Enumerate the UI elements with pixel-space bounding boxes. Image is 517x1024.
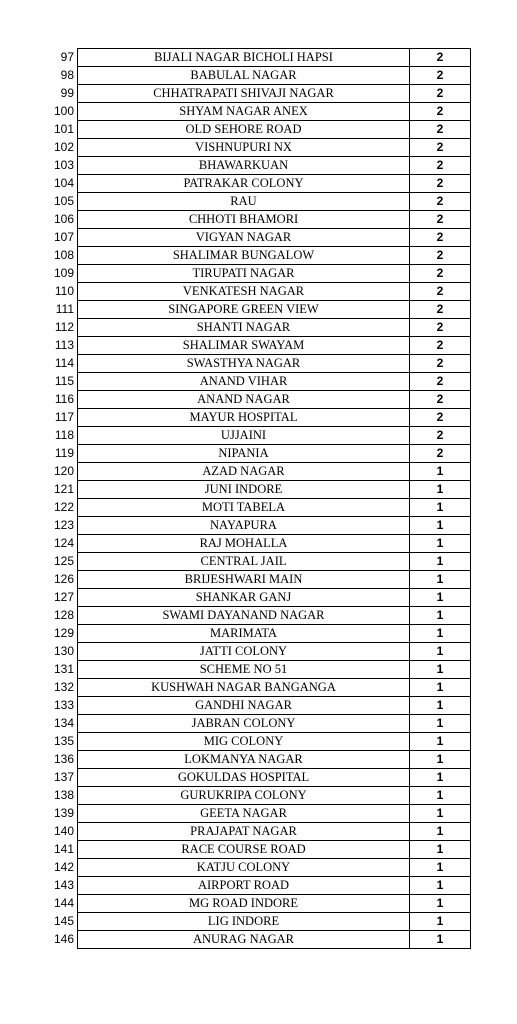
row-number: 146 (53, 932, 74, 946)
count-value: 2 (410, 85, 471, 103)
row-number: 144 (53, 896, 74, 910)
locality-name: BHAWARKUAN (78, 157, 410, 175)
locality-name: PRAJAPAT NAGAR (78, 823, 410, 841)
table-row (46, 589, 471, 607)
row-number: 113 (54, 338, 74, 352)
table-row (46, 337, 471, 355)
count-value: 2 (410, 247, 471, 265)
count-value: 2 (410, 301, 471, 319)
row-number: 135 (53, 734, 74, 748)
row-number: 115 (54, 374, 74, 388)
locality-name: MG ROAD INDORE (78, 895, 410, 913)
row-number: 102 (53, 140, 74, 154)
table-row (46, 283, 471, 301)
row-number: 104 (53, 176, 74, 190)
locality-name: SHANKAR GANJ (78, 589, 410, 607)
count-value: 2 (410, 193, 471, 211)
table-row (46, 265, 471, 283)
count-value: 2 (410, 211, 471, 229)
count-value: 2 (410, 337, 471, 355)
locality-name: RACE COURSE ROAD (78, 841, 410, 859)
locality-name: GEETA NAGAR (78, 805, 410, 823)
table-row (46, 931, 471, 949)
row-number: 117 (54, 410, 74, 424)
row-number: 109 (53, 266, 74, 280)
locality-name: BIJALI NAGAR BICHOLI HAPSI (78, 49, 410, 67)
table-row (46, 643, 471, 661)
table-row (46, 445, 471, 463)
count-value: 2 (410, 121, 471, 139)
table-row (46, 211, 471, 229)
row-number: 116 (54, 392, 74, 406)
count-value: 2 (410, 373, 471, 391)
count-value: 1 (410, 463, 471, 481)
locality-name: MOTI TABELA (78, 499, 410, 517)
row-number: 132 (53, 680, 74, 694)
locality-name: NIPANIA (78, 445, 410, 463)
table-row (46, 355, 471, 373)
locality-name: KUSHWAH NAGAR BANGANGA (78, 679, 410, 697)
row-number: 134 (53, 716, 74, 730)
count-value: 1 (410, 895, 471, 913)
table-row (46, 391, 471, 409)
count-value: 1 (410, 715, 471, 733)
count-value: 1 (410, 643, 471, 661)
table-row (46, 121, 471, 139)
locality-name: VENKATESH NAGAR (78, 283, 410, 301)
table-row (46, 805, 471, 823)
count-value: 2 (410, 355, 471, 373)
table-row (46, 139, 471, 157)
row-number: 98 (60, 68, 74, 82)
table-row (46, 607, 471, 625)
row-number: 107 (53, 230, 74, 244)
locality-name: JABRAN COLONY (78, 715, 410, 733)
locality-name: BABULAL NAGAR (78, 67, 410, 85)
table-row (46, 535, 471, 553)
count-value: 1 (410, 571, 471, 589)
row-number: 137 (53, 770, 74, 784)
count-value: 2 (410, 229, 471, 247)
row-number: 108 (53, 248, 74, 262)
locality-name: NAYAPURA (78, 517, 410, 535)
row-number: 140 (53, 824, 74, 838)
count-value: 1 (410, 625, 471, 643)
count-value: 1 (410, 553, 471, 571)
locality-name: SHALIMAR SWAYAM (78, 337, 410, 355)
row-number: 127 (53, 590, 74, 604)
table-row (46, 769, 471, 787)
locality-name: JATTI COLONY (78, 643, 410, 661)
locality-name: BRIJESHWARI MAIN (78, 571, 410, 589)
locality-name: AZAD NAGAR (78, 463, 410, 481)
table-row (46, 913, 471, 931)
table-row (46, 175, 471, 193)
locality-name: VIGYAN NAGAR (78, 229, 410, 247)
locality-name: RAU (78, 193, 410, 211)
row-number: 103 (53, 158, 74, 172)
row-number: 139 (53, 806, 74, 820)
count-value: 2 (410, 427, 471, 445)
count-value: 2 (410, 265, 471, 283)
table-row (46, 157, 471, 175)
table-row (46, 427, 471, 445)
locality-name: SINGAPORE GREEN VIEW (78, 301, 410, 319)
locality-name: ANAND NAGAR (78, 391, 410, 409)
table-row (46, 751, 471, 769)
row-number: 143 (53, 878, 74, 892)
table-row (46, 481, 471, 499)
table-row (46, 247, 471, 265)
row-number: 119 (54, 446, 74, 460)
table-row (46, 679, 471, 697)
locality-name: MARIMATA (78, 625, 410, 643)
count-value: 1 (410, 589, 471, 607)
locality-name: SHALIMAR BUNGALOW (78, 247, 410, 265)
row-number: 110 (54, 284, 74, 298)
count-value: 2 (410, 67, 471, 85)
row-number: 142 (53, 860, 74, 874)
row-number: 145 (53, 914, 74, 928)
row-number: 112 (54, 320, 74, 334)
table-row (46, 67, 471, 85)
count-value: 2 (410, 391, 471, 409)
row-number: 126 (53, 572, 74, 586)
locality-name: VISHNUPURI NX (78, 139, 410, 157)
row-number: 136 (53, 752, 74, 766)
table-row (46, 733, 471, 751)
count-value: 2 (410, 445, 471, 463)
table-row (46, 823, 471, 841)
count-value: 1 (410, 841, 471, 859)
locality-name: KATJU COLONY (78, 859, 410, 877)
locality-name: SHYAM NAGAR ANEX (78, 103, 410, 121)
count-value: 1 (410, 697, 471, 715)
locality-name: TIRUPATI NAGAR (78, 265, 410, 283)
table-row (46, 373, 471, 391)
table-row (46, 85, 471, 103)
table-row (46, 553, 471, 571)
row-number: 121 (53, 482, 74, 496)
row-number: 129 (53, 626, 74, 640)
row-number: 123 (53, 518, 74, 532)
table-row (46, 661, 471, 679)
row-number: 97 (60, 50, 74, 64)
locality-name: ANAND VIHAR (78, 373, 410, 391)
table-row (46, 625, 471, 643)
count-value: 2 (410, 139, 471, 157)
count-value: 2 (410, 283, 471, 301)
locality-name: SHANTI NAGAR (78, 319, 410, 337)
table-row (46, 697, 471, 715)
locality-count-table (46, 48, 471, 949)
table-row (46, 409, 471, 427)
count-value: 1 (410, 481, 471, 499)
locality-name: UJJAINI (78, 427, 410, 445)
count-value: 2 (410, 49, 471, 67)
table-row (46, 499, 471, 517)
table-row (46, 229, 471, 247)
count-value: 1 (410, 517, 471, 535)
locality-name: AIRPORT ROAD (78, 877, 410, 895)
row-number: 128 (53, 608, 74, 622)
locality-name: SCHEME NO 51 (78, 661, 410, 679)
count-value: 1 (410, 787, 471, 805)
count-value: 1 (410, 607, 471, 625)
table-row (46, 193, 471, 211)
table-body (46, 49, 471, 949)
count-value: 1 (410, 859, 471, 877)
table-row (46, 841, 471, 859)
table-row (46, 517, 471, 535)
row-number: 138 (53, 788, 74, 802)
count-value: 2 (410, 319, 471, 337)
table-row (46, 49, 471, 67)
locality-name: JUNI INDORE (78, 481, 410, 499)
row-number: 124 (53, 536, 74, 550)
count-value: 1 (410, 769, 471, 787)
count-value: 2 (410, 409, 471, 427)
locality-name: LOKMANYA NAGAR (78, 751, 410, 769)
row-number: 99 (60, 86, 74, 100)
table-row (46, 571, 471, 589)
table-row (46, 895, 471, 913)
table-row (46, 877, 471, 895)
locality-name: SWASTHYA NAGAR (78, 355, 410, 373)
row-number: 105 (53, 194, 74, 208)
count-value: 1 (410, 823, 471, 841)
count-value: 1 (410, 931, 471, 949)
row-number: 111 (55, 302, 74, 316)
locality-name: CHHATRAPATI SHIVAJI NAGAR (78, 85, 410, 103)
count-value: 1 (410, 805, 471, 823)
locality-name: PATRAKAR COLONY (78, 175, 410, 193)
count-value: 1 (410, 913, 471, 931)
count-value: 1 (410, 535, 471, 553)
table-row (46, 319, 471, 337)
row-number: 114 (54, 356, 74, 370)
locality-name: RAJ MOHALLA (78, 535, 410, 553)
count-value: 1 (410, 751, 471, 769)
locality-name: OLD SEHORE ROAD (78, 121, 410, 139)
count-value: 1 (410, 661, 471, 679)
count-value: 1 (410, 733, 471, 751)
row-number: 141 (53, 842, 74, 856)
locality-name: CHHOTI BHAMORI (78, 211, 410, 229)
locality-name: GOKULDAS HOSPITAL (78, 769, 410, 787)
locality-name: GANDHI NAGAR (78, 697, 410, 715)
count-value: 2 (410, 103, 471, 121)
table-row (46, 463, 471, 481)
table-row (46, 859, 471, 877)
row-number: 100 (53, 104, 74, 118)
count-value: 2 (410, 175, 471, 193)
table-row (46, 715, 471, 733)
table-row (46, 301, 471, 319)
row-number: 131 (53, 662, 74, 676)
count-value: 1 (410, 877, 471, 895)
locality-name: MAYUR HOSPITAL (78, 409, 410, 427)
row-number: 133 (53, 698, 74, 712)
table-row (46, 787, 471, 805)
row-number: 101 (53, 122, 74, 136)
row-number: 118 (54, 428, 74, 442)
locality-name: CENTRAL JAIL (78, 553, 410, 571)
locality-name: SWAMI DAYANAND NAGAR (78, 607, 410, 625)
locality-name: MIG COLONY (78, 733, 410, 751)
count-value: 1 (410, 679, 471, 697)
locality-name: GURUKRIPA COLONY (78, 787, 410, 805)
row-number: 130 (53, 644, 74, 658)
row-number: 125 (53, 554, 74, 568)
row-number: 120 (53, 464, 74, 478)
locality-name: ANURAG NAGAR (78, 931, 410, 949)
locality-name: LIG INDORE (78, 913, 410, 931)
count-value: 2 (410, 157, 471, 175)
table-row (46, 103, 471, 121)
row-number: 122 (53, 500, 74, 514)
count-value: 1 (410, 499, 471, 517)
row-number: 106 (53, 212, 74, 226)
